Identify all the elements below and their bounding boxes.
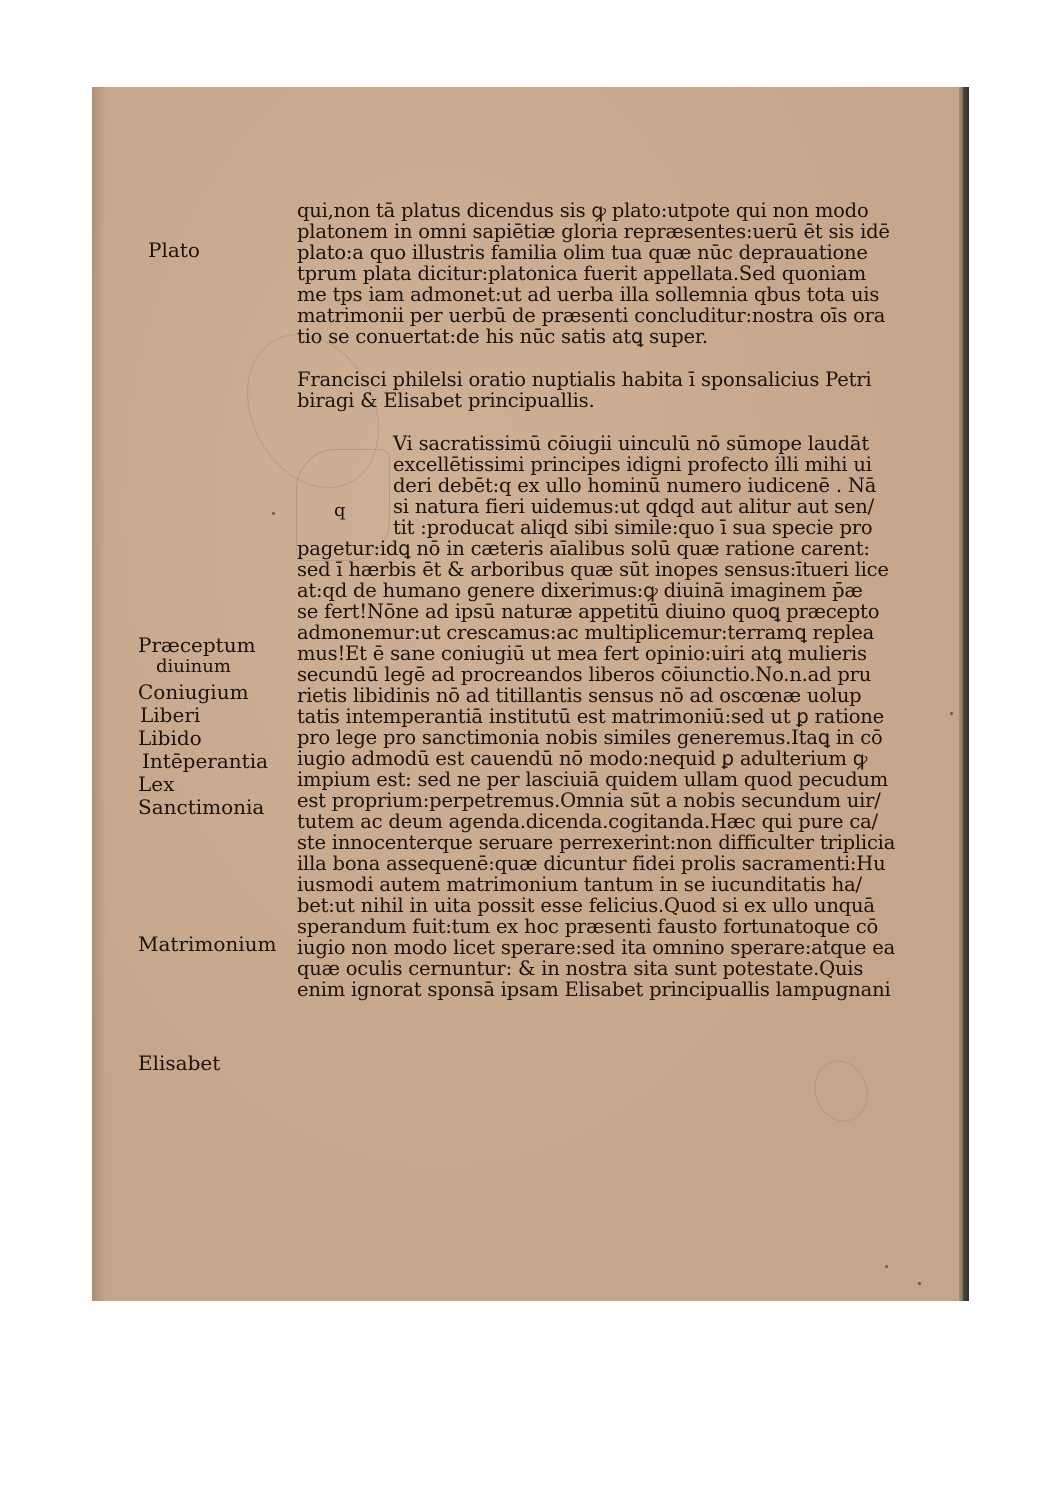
text-line: deri debēt:q ex ullo hominū numero iudicenē . Nā — [393, 474, 877, 497]
text-line: se fert!Nōne ad ipsū naturæ appetitū diuino quoꝗ præcepto — [297, 600, 880, 623]
text-line: quæ oculis cernuntur: & in nostra sita sunt potestate.Quis — [297, 957, 864, 980]
text-line: iusmodi autem matrimonium tantum in se iucunditatis ha/ — [297, 873, 862, 896]
text-line: matrimonii per uerbū de præsenti concluditur:nostra oīs ora — [297, 304, 886, 327]
ink-speck — [918, 1282, 921, 1285]
text-line: platonem in omni sapiētiæ gloria repræsentes:uerū ēt sis idē — [297, 220, 890, 243]
ink-speck — [950, 712, 953, 715]
text-line: iugio admodū est cauendū nō modo:nequid ꝑ adulterium ꝙ — [297, 747, 868, 770]
guide-letter: q — [334, 500, 346, 521]
closing-paragraph — [297, 200, 897, 347]
text-line: secundū legē ad procreandos liberos cōiunctio.No.n.ad pru — [297, 663, 872, 686]
text-line: tprum plata dicitur:platonica fuerit appellata.Sed quoniam — [297, 262, 866, 285]
text-line: illa bona assequenē:quæ dicuntur fidei prolis sacramenti:Hu — [297, 852, 886, 875]
margin-note-matrimonium: Matrimonium — [138, 932, 277, 956]
margin-note-elisabet: Elisabet — [138, 1051, 221, 1075]
text-line: Francisci philelsi oratio nuptialis habita ī sponsalicius Petri — [297, 368, 872, 391]
text-line: qui,non tā platus dicendus sis ꝙ plato:utpote qui non modo — [297, 199, 869, 222]
oration-heading — [297, 369, 897, 411]
text-line: iugio non modo licet sperare:sed ita omnino sperare:atque ea — [297, 936, 896, 959]
margin-note-libido: Libido — [138, 726, 202, 750]
text-line: sperandum fuit:tum ex hoc præsenti fausto fortunatoque cō — [297, 915, 879, 938]
text-line: bet:ut nihil in uita possit esse felicius.Quod si ex ullo unquā — [297, 894, 875, 917]
text-line: rietis libidinis nō ad titillantis sensus nō ad oscœnæ uolup — [297, 684, 862, 707]
text-line: est proprium:perpetremus.Omnia sūt a nobis secundum uir/ — [297, 789, 881, 812]
margin-note-intemperantia: Intēperantia — [142, 749, 269, 773]
text-line: Vi sacratissimū cōiugii uinculū nō sūmope laudāt — [393, 432, 869, 455]
text-line: pagetur:idꝗ nō in cæteris aīalibus solū quæ ratione carent: — [297, 537, 870, 560]
margin-note-diuinum: diuinum — [156, 656, 231, 677]
text-line: at:qd de humano genere dixerimus:ꝙ diuinā imaginem p̄æ — [297, 579, 863, 602]
text-line: admonemur:ut crescamus:ac multiplicemur:terramꝗ replea — [297, 621, 875, 644]
text-line: pro lege pro sanctimonia nobis similes generemus.Itaꝗ in cō — [297, 726, 883, 749]
text-line: biragi & Elisabet principuallis. — [297, 389, 595, 412]
ink-speck — [272, 512, 275, 515]
text-line: tatis intemperantiā institutū est matrimoniū:sed ut ꝑ ratione — [297, 705, 884, 728]
text-line: sed ī hærbis ēt & arboribus quæ sūt inopes sensus:ītueri lice — [297, 558, 889, 581]
text-line: me tps iam admonet:ut ad uerba illa sollemnia qbus tota uis — [297, 283, 880, 306]
text-line: excellētissimi principes idigni profecto illi mihi ui — [393, 453, 872, 476]
text-line: plato:a quo illustris familia olim tua quæ nūc deprauatione — [297, 241, 868, 264]
text-line: mus!Et ē sane coniugiū ut mea fert opinio:uiri atꝗ mulieris — [297, 642, 867, 665]
main-text — [297, 200, 897, 1000]
text-line: tutem ac deum agenda.dicenda.cogitanda.Hæc qui pure ca/ — [297, 810, 878, 833]
page-binding-edge — [959, 87, 969, 1301]
oration-body — [297, 433, 897, 1000]
margin-note-liberi: Liberi — [140, 703, 201, 727]
text-line: tio se conuertat:de his nūc satis atꝗ super. — [297, 325, 708, 348]
ink-speck — [885, 1265, 888, 1268]
text-line: ste innocenterque seruare perrexerint:non difficulter triplicia — [297, 831, 896, 854]
margin-note-coniugium: Coniugium — [138, 680, 249, 704]
text-line: si natura fieri uidemus:ut qdqd aut alitur aut sen/ — [393, 495, 875, 518]
text-line: tit :producat aliqd sibi simile:quo ī sua specie pro — [393, 516, 873, 539]
margin-note-praeceptum: Præceptum — [138, 633, 256, 657]
margin-note-sanctimonia: Sanctimonia — [138, 795, 265, 819]
margin-note-lex: Lex — [138, 772, 175, 796]
text-line: enim ignorat sponsā ipsam Elisabet principuallis lampugnani — [297, 978, 891, 1001]
text-line: impium est: sed ne per lasciuiā quidem ullam quod pecudum — [297, 768, 888, 791]
margin-note-plato: Plato — [148, 238, 200, 262]
